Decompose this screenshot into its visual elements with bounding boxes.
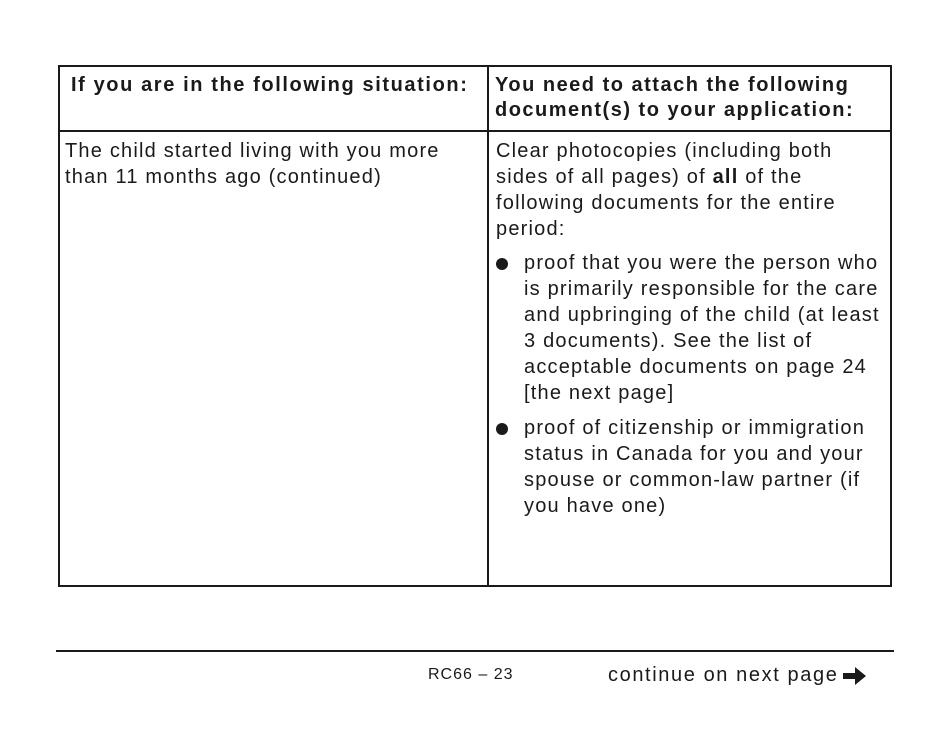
requirements-table xyxy=(58,65,892,587)
documents-intro xyxy=(496,138,891,242)
list-item-text: proof that you were the person who is primarily responsible for the care and upbringing of the child (at least 3 documents). See the list of acceptable documents on page 24 [the next page] xyxy=(524,252,880,404)
page-number: RC66 – 23 xyxy=(428,666,514,683)
continue-text: continue on next page xyxy=(608,664,839,686)
intro-bold-all: all xyxy=(712,166,739,188)
list-item xyxy=(496,250,891,406)
header-documents: You need to attach the following document(s) to your application: xyxy=(495,74,855,121)
situation-cell: The child started living with you more than 11 months ago (continued) xyxy=(65,140,440,188)
header-divider xyxy=(60,130,890,132)
documents-cell xyxy=(496,138,891,528)
list-item-text: proof of citizenship or immigration status in Canada for you and your spouse or common-law partner (if you have one) xyxy=(524,417,866,517)
footer-divider xyxy=(56,650,894,652)
documents-list xyxy=(496,250,891,519)
list-item xyxy=(496,415,891,519)
right-arrow-icon xyxy=(842,665,868,687)
column-divider xyxy=(487,67,489,585)
bullet-icon xyxy=(496,258,508,270)
continue-link[interactable] xyxy=(608,664,868,687)
bullet-icon xyxy=(496,423,508,435)
intro-text-end: of the following documents for the entire period: xyxy=(496,166,836,240)
intro-text-start: Clear photocopies (including both sides of all pages) of xyxy=(496,140,833,188)
header-situation: If you are in the following situation: xyxy=(71,74,469,96)
